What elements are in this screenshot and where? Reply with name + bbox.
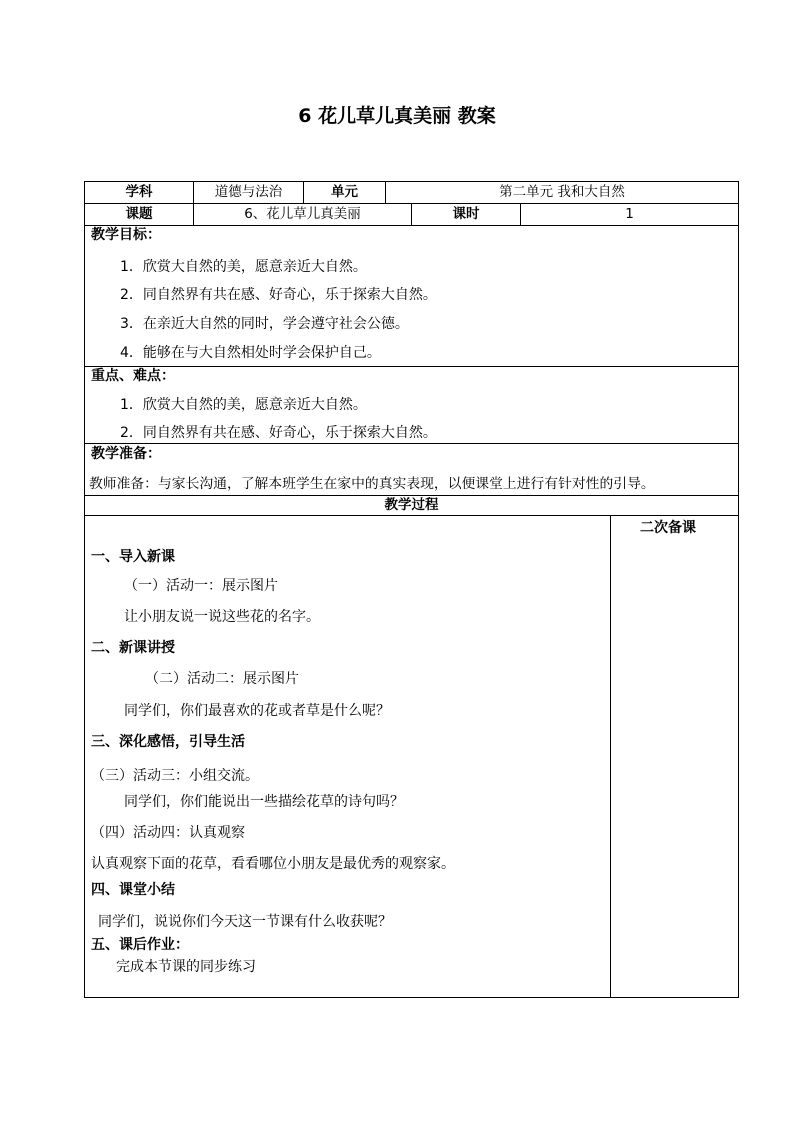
second-prep-heading: 二次备课 [640,520,696,536]
process-line: 认真观察下面的花草，看看哪位小朋友是最优秀的观察家。 [91,856,455,872]
process-line: （一）活动一：展示图片 [124,578,278,594]
process-line: 二、新课讲授 [91,640,175,656]
key-point-item: 2．同自然界有共在感、好奇心，乐于探索大自然。 [120,425,437,441]
key-point-item: 1．欣赏大自然的美，愿意亲近大自然。 [120,397,367,413]
process-line: 同学们，你们能说出一些描绘花草的诗句吗？ [124,794,404,810]
topic-label: 课题 [125,206,153,222]
preparation-heading: 教学准备： [91,446,161,462]
process-line: 四、课堂小结 [91,882,175,898]
unit-value: 第二单元 我和大自然 [499,184,625,200]
objective-item: 2．同自然界有共在感、好奇心，乐于探索大自然。 [120,287,437,303]
process-line: 同学们，说说你们今天这一节课有什么收获呢？ [98,914,392,930]
process-line: 三、深化感悟，引导生活 [91,734,245,750]
process-line: （二）活动二：展示图片 [145,671,299,687]
process-heading: 教学过程 [384,497,439,513]
process-line: 完成本节课的同步练习 [116,959,256,975]
objective-item: 4．能够在与大自然相处时学会保护自己。 [120,345,381,361]
objective-item: 1．欣赏大自然的美，愿意亲近大自然。 [120,259,367,275]
preparation-text: 教师准备：与家长沟通，了解本班学生在家中的真实表现，以便课堂上进行有针对性的引导。 [89,476,655,492]
process-line: （四）活动四：认真观察 [91,825,245,841]
process-line: 同学们，你们最喜欢的花或者草是什么呢？ [124,703,390,719]
process-line: 一、导入新课 [91,549,175,565]
objectives-heading: 教学目标： [91,227,161,243]
key-points-heading: 重点、难点： [91,368,175,384]
topic-value: 6、花儿草儿真美丽 [244,206,361,222]
process-line: 让小朋友说一说这些花的名字。 [124,609,320,625]
period-value: 1 [625,206,634,222]
unit-label: 单元 [331,184,358,200]
process-line: （三）活动三：小组交流。 [91,768,259,784]
process-line: 五、课后作业： [91,937,189,953]
subject-value: 道德与法治 [214,184,283,200]
period-label: 课时 [452,206,480,222]
objective-item: 3．在亲近大自然的同时，学会遵守社会公德。 [120,316,409,332]
document-title: 6 花儿草儿真美丽 教案 [298,105,496,127]
subject-label: 学科 [125,184,153,200]
